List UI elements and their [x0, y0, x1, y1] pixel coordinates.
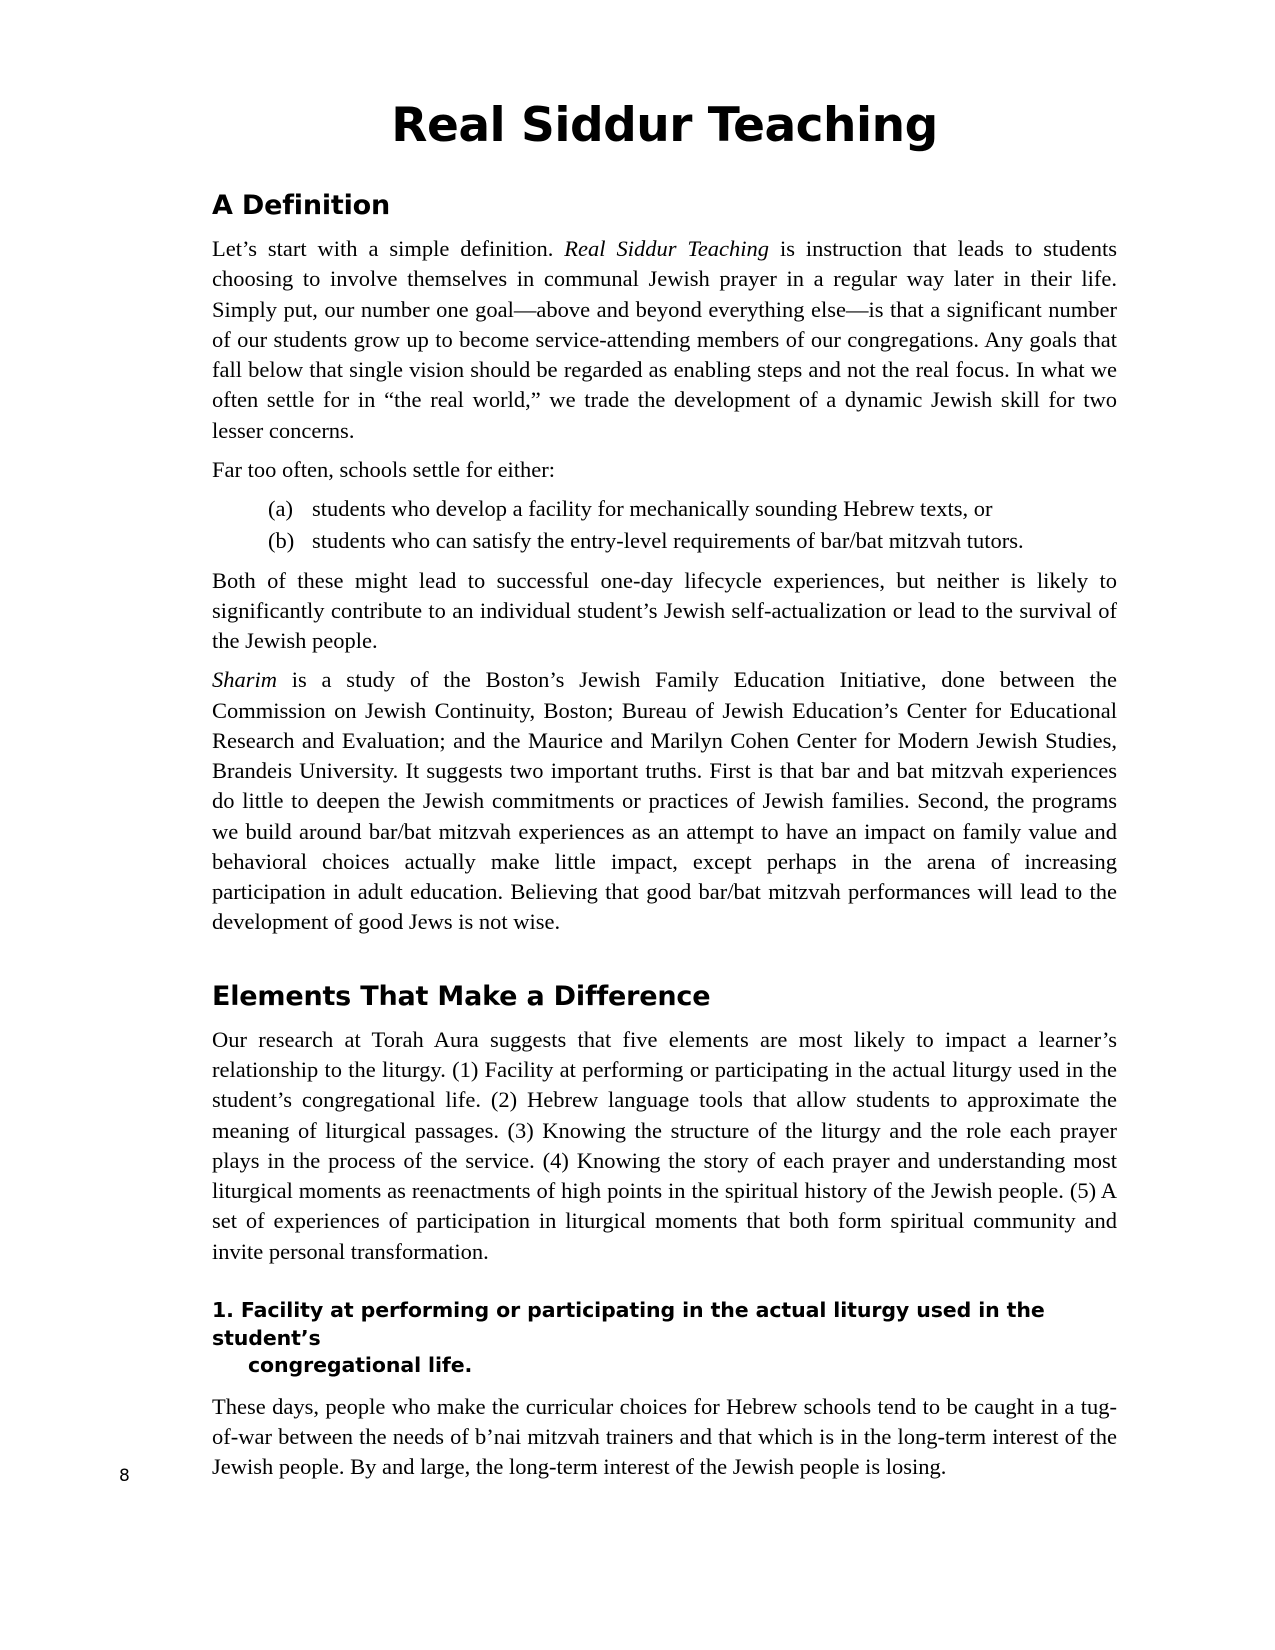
list-item-marker: (b): [268, 528, 295, 554]
section-heading-a-definition: A Definition: [212, 189, 391, 221]
list-item-marker: (a): [268, 496, 293, 522]
list-item: [212, 494, 1117, 524]
section-heading-elements: Elements That Make a Difference: [212, 980, 711, 1012]
page-content: [212, 100, 1117, 1483]
lettered-list: [212, 494, 1117, 557]
paragraph: Both of these might lead to successful one-day lifecycle experiences, but neither is likely to significantly contribute to an individual student’s Jewish self-actualization or lead to the survival of the Jewish people.: [212, 567, 1117, 654]
paragraph: Sharim is a study of the Boston’s Jewish Family Education Initiative, done between the Commission on Jewish Continuity, Boston; Bureau of Jewish Education’s Center for Educational Research and Evaluation; and the Maurice and Marilyn Cohen Center for Modern Jewish Studies, Brandeis University. It suggests two important truths. First is that bar and bat mitzvah experiences do little to deepen the Jewish commitments or practices of Jewish families. Second, the programs we build around bar/bat mitzvah experiences as an attempt to have an impact on family value and behavioral choices actually make little impact, except perhaps in the arena of increasing participation in adult education. Believing that good bar/bat mitzvah performances will lead to the development of good Jews is not wise.: [212, 667, 1117, 935]
list-item-label: students who can satisfy the entry-level requirements of bar/bat mitzvah tutors.: [312, 528, 1024, 554]
section-spacer: [212, 947, 1117, 981]
subsection-heading-line-1: 1. Facility at performing or participating in the actual liturgy used in the student’s: [212, 1297, 1045, 1350]
paragraph: Our research at Torah Aura suggests that five elements are most likely to impact a learner’s relationship to the liturgy. (1) Facility at performing or participating in the actual liturgy used in the student’s congregational life. (2) Hebrew language tools that allow students to approximate the meaning of liturgical passages. (3) Knowing the structure of the liturgy and the role each prayer plays in the process of the service. (4) Knowing the story of each prayer and understanding most liturgical moments as reenactments of high points in the spiritual history of the Jewish people. (5) A set of experiences of participation in liturgical moments that both form spiritual community and invite personal transformation.: [212, 1026, 1117, 1264]
paragraph: Let’s start with a simple definition. Real Siddur Teaching is instruction that leads to students choosing to involve themselves in communal Jewish prayer in a regular way later in their life. Simply put, our number one goal—above and beyond everything else—is that a significant number of our students grow up to become service-attending members of our congregations. Any goals that fall below that single vision should be regarded as enabling steps and not the real focus. In what we often settle for in “the real world,” we trade the development of a dynamic Jewish skill for two lesser concerns.: [212, 236, 1117, 443]
paragraph: Far too often, schools settle for either:: [212, 456, 556, 482]
list-item: [212, 526, 1117, 556]
subsection-heading-line-2: congregational life.: [248, 1353, 473, 1378]
page-title: Real Siddur Teaching: [391, 98, 938, 153]
page-number: 8: [119, 1466, 130, 1486]
list-item-label: students who develop a facility for mechanically sounding Hebrew texts, or: [312, 496, 993, 522]
paragraph: These days, people who make the curricular choices for Hebrew schools tend to be caught in a tug-of-war between the needs of b’nai mitzvah trainers and that which is in the long-term interest of the Jewish people. By and large, the long-term interest of the Jewish people is losing.: [212, 1393, 1117, 1480]
subsection-heading-1: [212, 1297, 1117, 1380]
